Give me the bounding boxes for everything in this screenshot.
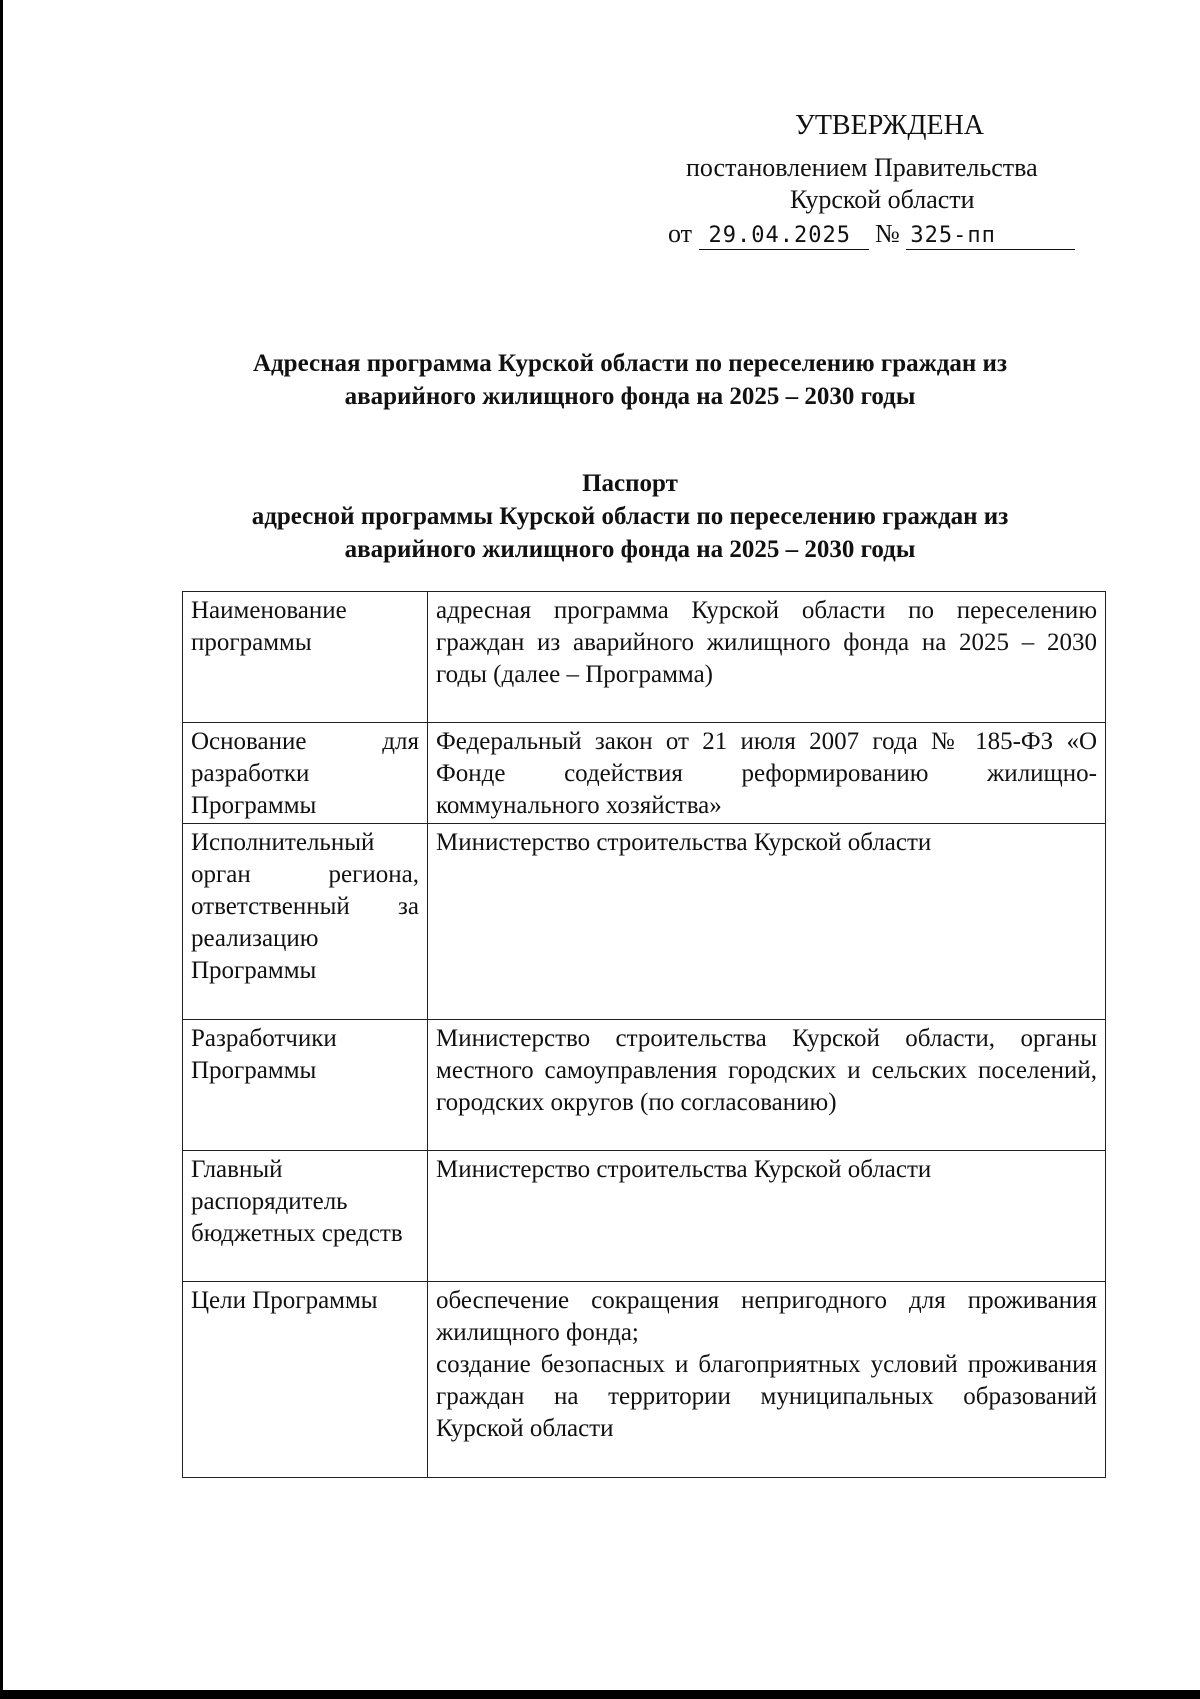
- row-value-paragraph: создание безопасных и благоприятных условий проживания граждан на территории муниципальных образований Курской области: [436, 1351, 1097, 1442]
- approval-date-number-line: [668, 218, 1075, 250]
- row-value: [428, 592, 1106, 723]
- table-row: [183, 1151, 1106, 1282]
- approval-number: 325-пп: [906, 223, 1075, 250]
- approval-date: 29.04.2025: [699, 223, 869, 250]
- row-value-text: Министерство строительства Курской области: [436, 829, 932, 856]
- row-value-text: Федеральный закон от 21 июля 2007 года № 185-ФЗ «О Фонде содействия реформированию жилищно-коммунального хозяйства»: [436, 728, 1097, 819]
- document-title-line-2: аварийного жилищного фонда на 2025 – 2030 годы: [344, 383, 916, 410]
- table-row: [183, 723, 1106, 824]
- row-value: [428, 1282, 1106, 1478]
- row-value-text: адресная программа Курской области по переселению граждан из аварийного жилищного фонда на 2025 – 2030 годы (далее – Программа): [436, 597, 1097, 688]
- document-title-line-1: Адресная программа Курской области по переселению граждан из: [252, 350, 1008, 377]
- passport-title: [150, 467, 1110, 566]
- row-value-paragraph: обеспечение сокращения непригодного для проживания жилищного фонда;: [436, 1287, 1097, 1346]
- table-row: [183, 1020, 1106, 1151]
- scan-border-left: [0, 0, 3, 1699]
- row-label: Основание для разработки Программы: [183, 723, 428, 824]
- row-label: Исполнительный орган региона, ответственный за реализацию Программы: [183, 824, 428, 1020]
- passport-title-line-2: адресной программы Курской области по переселению граждан из: [251, 503, 1009, 530]
- table-row: [183, 824, 1106, 1020]
- scan-border-bottom: [0, 1690, 1200, 1699]
- row-label: Наименование программы: [183, 592, 428, 723]
- approval-heading: УТВЕРЖДЕНА: [795, 110, 985, 141]
- document-title: [150, 347, 1110, 413]
- table-row: [183, 592, 1106, 723]
- row-label: Разработчики Программы: [183, 1020, 428, 1151]
- passport-table: [182, 591, 1106, 1478]
- row-label: Главный распорядитель бюджетных средств: [183, 1151, 428, 1282]
- row-value: [428, 1151, 1106, 1282]
- number-prefix: №: [875, 219, 900, 248]
- row-value: [428, 824, 1106, 1020]
- row-label: Цели Программы: [183, 1282, 428, 1478]
- row-value-text: Министерство строительства Курской области: [436, 1156, 932, 1183]
- approval-line-resolution: постановлением Правительства: [686, 153, 1038, 182]
- table-row: [183, 1282, 1106, 1478]
- row-value: [428, 1020, 1106, 1151]
- passport-title-line-1: Паспорт: [582, 470, 678, 497]
- row-value-text: Министерство строительства Курской области, органы местного самоуправления городских и сельских поселений, городских округов (по согласованию): [436, 1025, 1097, 1116]
- date-prefix: от: [668, 219, 693, 248]
- approval-line-region: Курской области: [790, 185, 975, 214]
- row-value: [428, 723, 1106, 824]
- passport-title-line-3: аварийного жилищного фонда на 2025 – 2030 годы: [344, 536, 916, 563]
